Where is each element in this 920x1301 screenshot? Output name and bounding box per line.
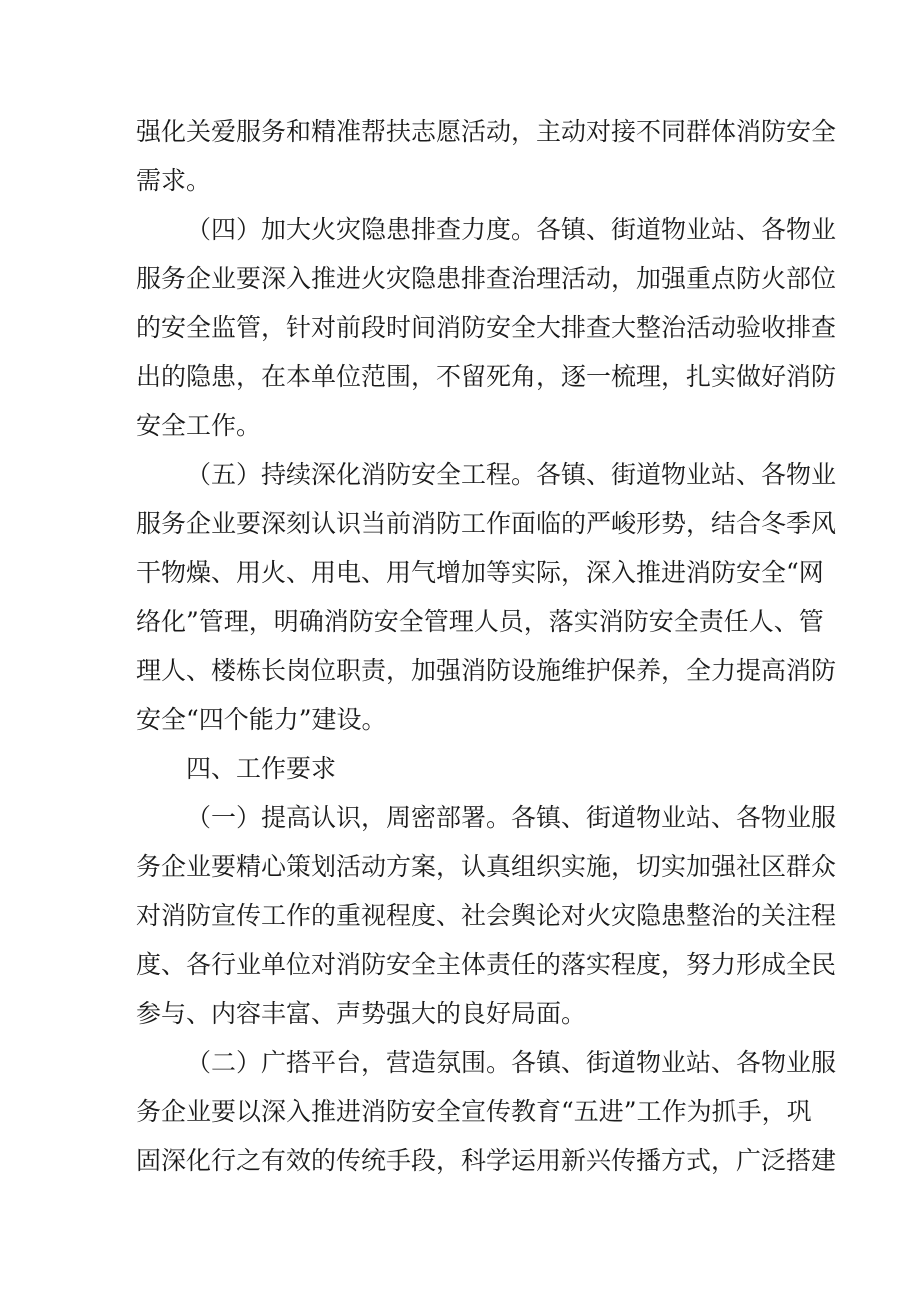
text-line: 务企业要以深入推进消防安全宣传教育“五进”工作为抓手，巩 bbox=[136, 1097, 812, 1126]
requirement-2-heading-line: （二）广搭平台，营造氛围。各镇、街道物业站、各物业服 bbox=[186, 1048, 837, 1077]
text-line: 服务企业要深刻认识当前消防工作面临的严峻形势，结合冬季风 bbox=[136, 509, 837, 538]
text-line: 参与、内容丰富、声势强大的良好局面。 bbox=[136, 999, 587, 1028]
text-line: 固深化行之有效的传统手段，科学运用新兴传播方式，广泛搭建 bbox=[136, 1146, 837, 1175]
text-line: 络化”管理，明确消防安全管理人员，落实消防安全责任人、管 bbox=[136, 607, 824, 636]
text-line: 的安全监管，针对前段时间消防安全大排查大整治活动验收排查 bbox=[136, 313, 837, 342]
text-line: 需求。 bbox=[136, 166, 212, 195]
text-line: 服务企业要深入推进火灾隐患排查治理活动，加强重点防火部位 bbox=[136, 264, 837, 293]
section-4-heading-line: （四）加大火灾隐患排查力度。各镇、街道物业站、各物业 bbox=[186, 215, 837, 244]
requirement-1-heading-line: （一）提高认识，周密部署。各镇、街道物业站、各物业服 bbox=[186, 803, 837, 832]
text-line: 理人、楼栋长岗位职责，加强消防设施维护保养，全力提高消防 bbox=[136, 656, 837, 685]
text-line: 度、各行业单位对消防安全主体责任的落实程度，努力形成全民 bbox=[136, 950, 837, 979]
text-line: 对消防宣传工作的重视程度、社会舆论对火灾隐患整治的关注程 bbox=[136, 901, 837, 930]
section-heading-work-requirements: 四、工作要求 bbox=[186, 754, 337, 783]
text-line: 强化关爱服务和精准帮扶志愿活动，主动对接不同群体消防安全 bbox=[136, 117, 837, 146]
text-line: 安全“四个能力”建设。 bbox=[136, 705, 387, 734]
section-5-heading-line: （五）持续深化消防安全工程。各镇、街道物业站、各物业 bbox=[186, 460, 837, 489]
text-line: 出的隐患，在本单位范围，不留死角，逐一梳理，扎实做好消防 bbox=[136, 362, 837, 391]
text-line: 干物燥、用火、用电、用气增加等实际，深入推进消防安全“网 bbox=[136, 558, 824, 587]
text-line: 安全工作。 bbox=[136, 411, 262, 440]
text-line: 务企业要精心策划活动方案，认真组织实施，切实加强社区群众 bbox=[136, 852, 837, 881]
